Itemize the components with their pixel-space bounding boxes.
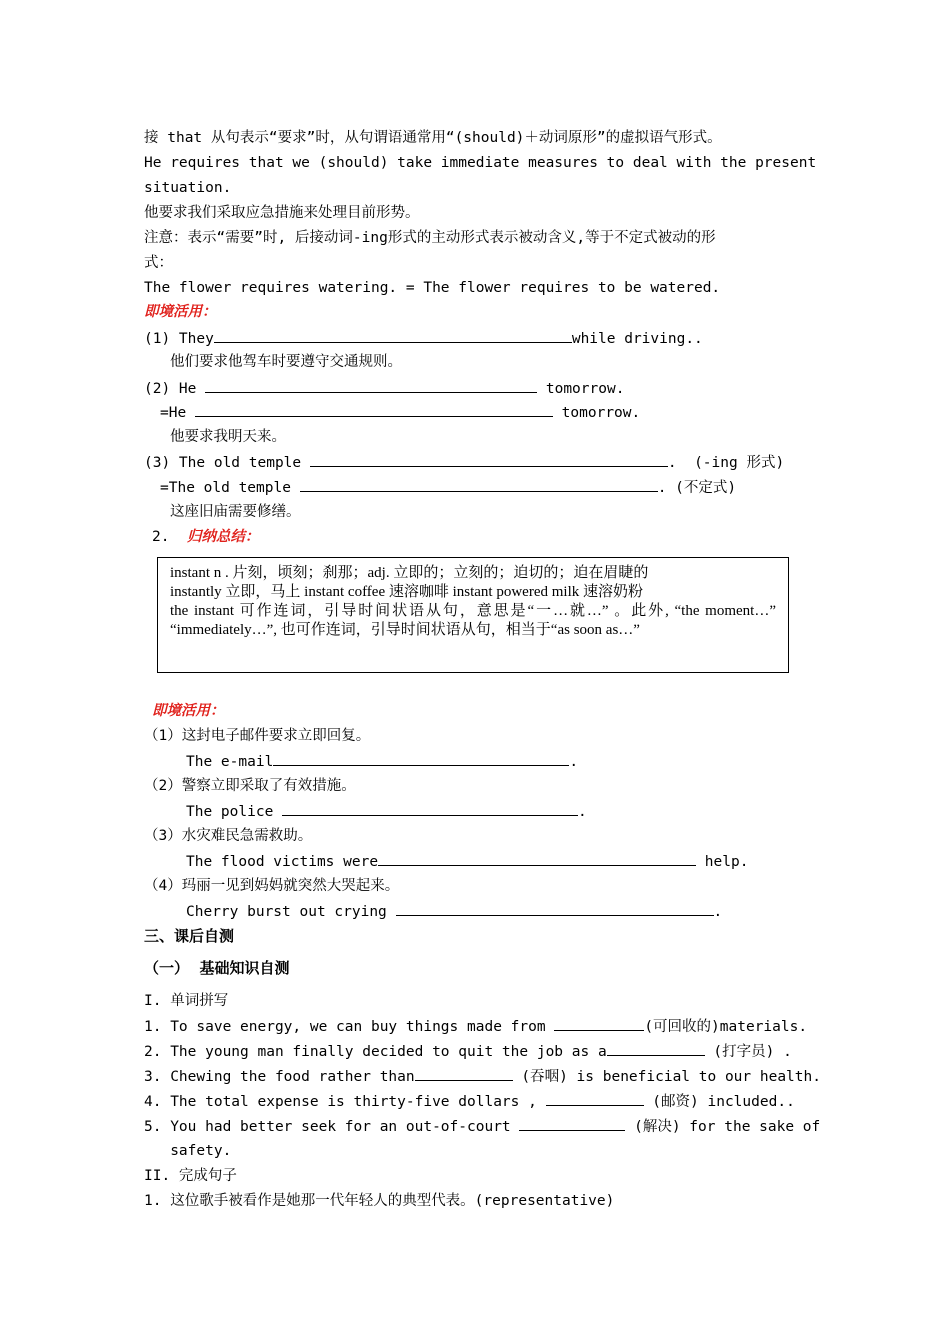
answer-blank[interactable] (195, 402, 553, 417)
practice2-q4-en: Cherry burst out crying . (186, 901, 722, 922)
intro-line-1: 接 that 从句表示“要求”时，从句谓语通常用“(should)＋动词原形”的虚拟语气形式。 (144, 130, 722, 146)
practice1-q1: (1) They while driving.. (144, 328, 703, 349)
summary-line-3: the instant 可作连词，引导时间状语从句，意思是“一…就…” 。此外, “the moment…” “immediately…”, 也可作连词，引导时间状语从句，相当于“as soon as…” (170, 603, 776, 638)
spelling-item-1: 1. To save energy, we can buy things made from (可回收的)materials. (144, 1016, 807, 1037)
practice1-q3-alt: =The old temple . (不定式) (160, 477, 736, 498)
answer-blank[interactable] (378, 851, 696, 866)
subsection-title: （一） 基础知识自测 (144, 959, 290, 977)
answer-blank[interactable] (519, 1116, 625, 1131)
intro-line-5: 注意：表示“需要”时, 后接动词-ing形式的主动形式表示被动含义,等于不定式被动的形 (144, 230, 716, 246)
answer-blank[interactable] (546, 1091, 644, 1106)
answer-blank[interactable] (396, 901, 714, 916)
spelling-item-5: 5. You had better seek for an out-of-court (解决) for the sake of (144, 1116, 820, 1137)
section-title: 三、课后自测 (144, 927, 235, 945)
practice-heading-1: 即境活用： (144, 304, 217, 320)
spelling-item-5-cont: safety. (144, 1143, 232, 1159)
practice2-q3-cn: （3）水灾难民急需救助。 (144, 828, 313, 844)
practice2-q3-en: The flood victims were help. (186, 851, 748, 872)
spelling-item-3: 3. Chewing the food rather than (吞咽) is beneficial to our health. (144, 1066, 821, 1087)
intro-line-2: He requires that we (should) take immediate measures to deal with the present (144, 155, 817, 171)
intro-line-7: The flower requires watering. = The flower requires to be watered. (144, 280, 721, 296)
part-i-heading: I. 单词拼写 (144, 993, 229, 1009)
answer-blank[interactable] (214, 328, 572, 343)
spelling-item-2: 2. The young man finally decided to quit the job as a (打字员) . (144, 1041, 792, 1062)
intro-line-4: 他要求我们采取应急措施来处理目前形势。 (144, 205, 420, 221)
answer-blank[interactable] (273, 751, 569, 766)
spelling-item-4: 4. The total expense is thirty-five dollars , (邮资) included.. (144, 1091, 795, 1112)
summary-heading: 2. 归纳总结： (152, 529, 260, 545)
answer-blank[interactable] (607, 1041, 705, 1056)
sentence-item-1: 1. 这位歌手被看作是她那一代年轻人的典型代表。(representative) (144, 1193, 615, 1209)
practice-heading-2: 即境活用： (152, 703, 225, 719)
practice1-q2-translation: 他要求我明天来。 (170, 429, 286, 445)
practice1-q2: (2) He tomorrow. (144, 378, 624, 399)
part-ii-heading: II. 完成句子 (144, 1168, 237, 1184)
practice1-q2-alt: =He tomorrow. (160, 402, 640, 423)
answer-blank[interactable] (310, 452, 668, 467)
summary-box (157, 557, 789, 673)
answer-blank[interactable] (282, 801, 578, 816)
answer-blank[interactable] (554, 1016, 644, 1031)
practice1-q3-translation: 这座旧庙需要修缮。 (170, 504, 301, 520)
answer-blank[interactable] (205, 378, 537, 393)
summary-line-2: instantly 立即，马上 instant coffee 速溶咖啡 instant powered milk 速溶奶粉 (170, 584, 643, 600)
practice2-q2-cn: （2）警察立即采取了有效措施。 (144, 778, 356, 794)
practice1-q1-translation: 他们要求他驾车时要遵守交通规则。 (170, 354, 402, 370)
practice1-q3: (3) The old temple . (-ing 形式) (144, 452, 784, 473)
practice2-q2-en: The police . (186, 801, 587, 822)
practice2-q4-cn: （4）玛丽一见到妈妈就突然大哭起来。 (144, 878, 400, 894)
summary-line-1: instant n . 片刻，顷刻；刹那；adj. 立即的；立刻的；迫切的；迫在眉睫的 (170, 565, 649, 581)
answer-blank[interactable] (415, 1066, 513, 1081)
practice2-q1-en: The e-mail . (186, 751, 578, 772)
intro-line-3: situation. (144, 180, 232, 196)
intro-line-6: 式： (144, 255, 173, 271)
answer-blank[interactable] (300, 477, 658, 492)
practice2-q1-cn: （1）这封电子邮件要求立即回复。 (144, 728, 371, 744)
